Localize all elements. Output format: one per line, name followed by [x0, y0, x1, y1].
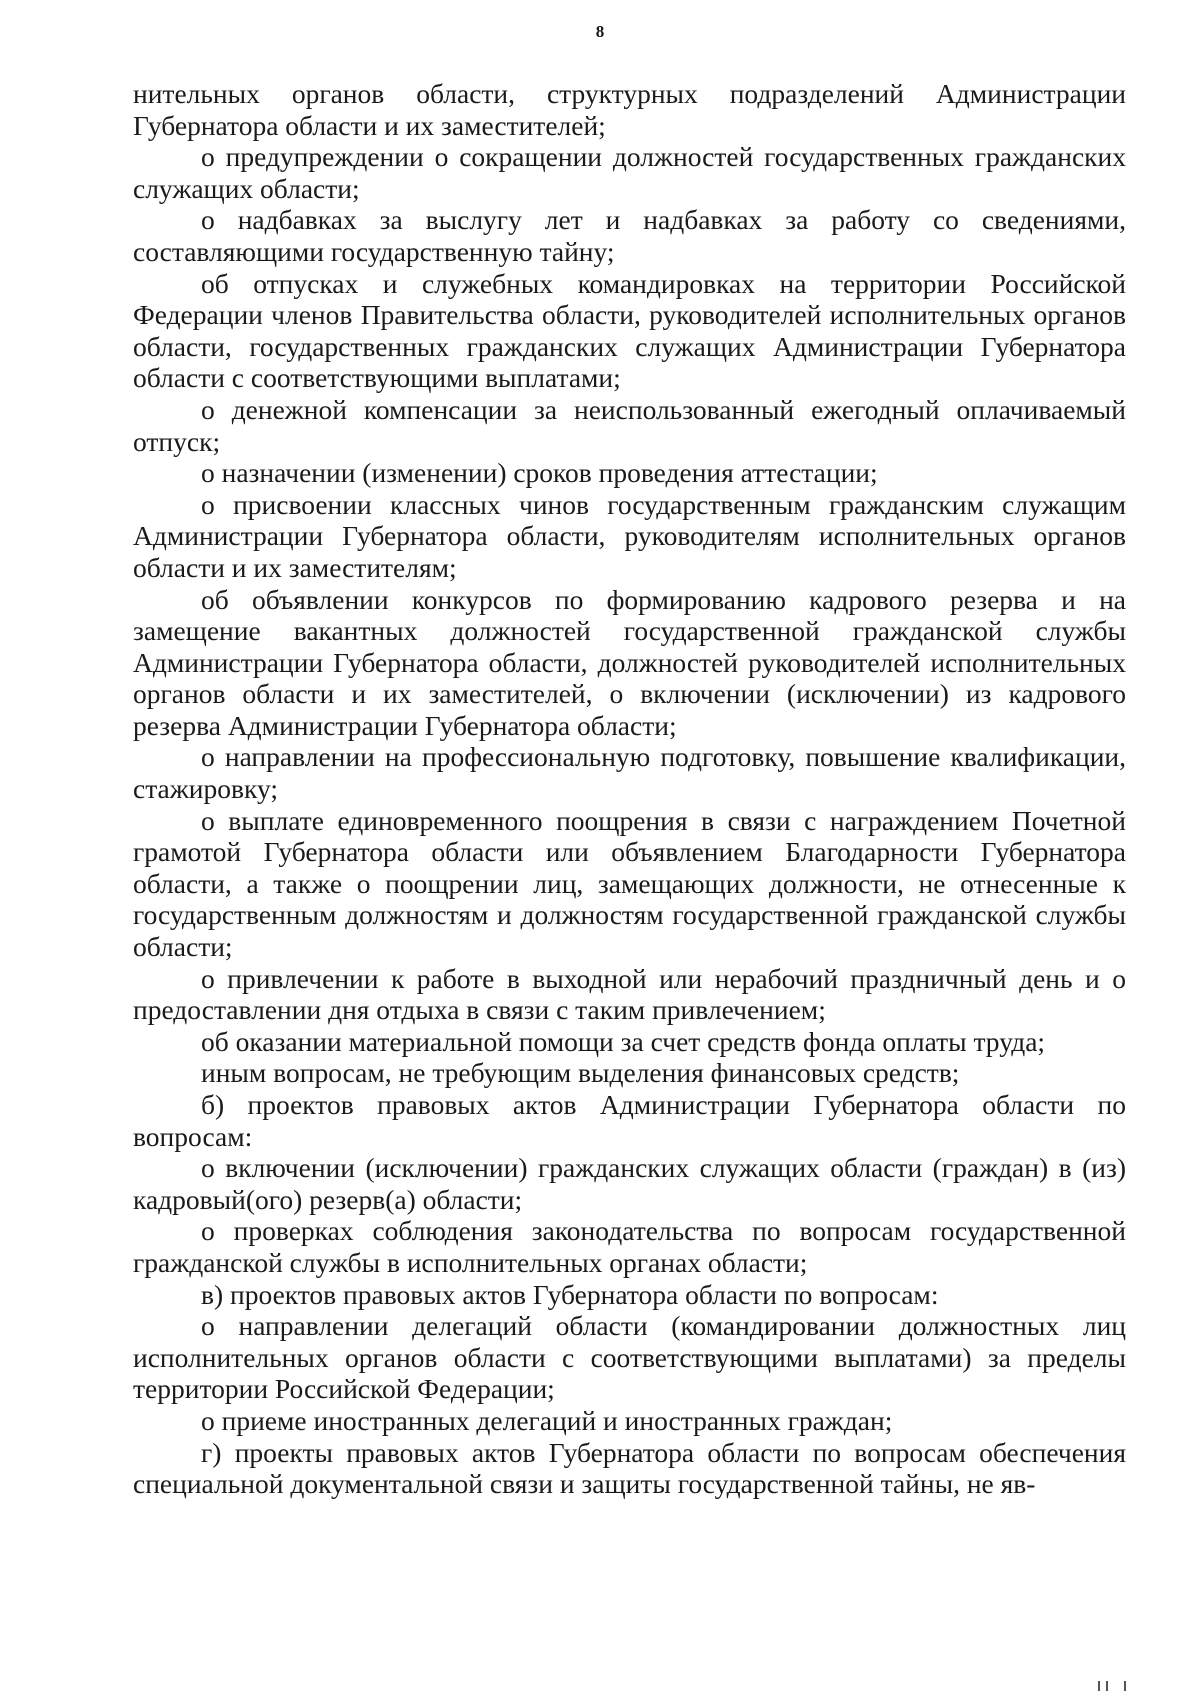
paragraph-20: г) проекты правовых актов Губернатора области по вопросам обеспечения специальной документальной связи и защиты государственной тайны, не яв- — [133, 1436, 1126, 1500]
paragraph-5: о денежной компенсации за неиспользованный ежегодный оплачиваемый отпуск; — [133, 393, 1126, 457]
paragraph-1: нительных органов области, структурных подразделений Администрации Губернатора области и их заместителей; — [133, 78, 1126, 141]
paragraph-14: б) проектов правовых актов Администрации Губернатора области по вопросам: — [133, 1089, 1126, 1152]
paragraph-17: в) проектов правовых актов Губернатора области по вопросам: — [201, 1278, 939, 1310]
paragraph-6: о назначении (изменении) сроков проведения аттестации; — [201, 457, 878, 489]
paragraph-19: о приеме иностранных делегаций и иностранных граждан; — [201, 1404, 893, 1436]
paragraph-15: о включении (исключении) гражданских служащих области (граждан) в (из) кадровый(ого) резерв(а) области; — [133, 1152, 1126, 1215]
paragraph-2: о предупреждении о сокращении должностей государственных гражданских служащих области; — [133, 141, 1126, 204]
paragraph-4: об отпусках и служебных командировках на территории Российской Федерации членов Правительства области, руководителей исполнительных органов области, государственных гражданских служащих Администрации Губернатора области с соответствующими выплатами; — [133, 267, 1126, 394]
paragraph-9: о направлении на профессиональную подготовку, повышение квалификации, стажировку; — [133, 741, 1126, 805]
document-body — [133, 78, 1126, 1500]
page-number: 8 — [595, 22, 605, 41]
paragraph-8: об объявлении конкурсов по формированию кадрового резерва и на замещение вакантных должностей государственной гражданской службы Администрации Губернатора области, должностей руководителей исполнительных органов области и их заместителей, о включении (исключении) из кадрового резерва Администрации Губернатора области; — [133, 583, 1126, 741]
scan-artifact — [1098, 1681, 1138, 1691]
paragraph-3: о надбавках за выслугу лет и надбавках за работу со сведениями, составляющими государственную тайну; — [133, 204, 1126, 267]
paragraph-12: об оказании материальной помощи за счет средств фонда оплаты труда; — [201, 1025, 1046, 1057]
paragraph-16: о проверках соблюдения законодательства по вопросам государственной гражданской службы в исполнительных органах области; — [133, 1215, 1126, 1278]
paragraph-10: о выплате единовременного поощрения в связи с награждением Почетной грамотой Губернатора области или объявлением Благодарности Губернатора области, а также о поощрении лиц, замещающих должности, не отнесенные к государственным должностям и должностям государственной гражданской службы области; — [133, 804, 1126, 963]
paragraph-7: о присвоении классных чинов государственным гражданским служащим Администрации Губернатора области, руководителям исполнительных органов области и их заместителям; — [133, 488, 1126, 583]
paragraph-13: иным вопросам, не требующим выделения финансовых средств; — [201, 1057, 960, 1089]
paragraph-11: о привлечении к работе в выходной или нерабочий праздничный день и о предоставлении дня отдыха в связи с таким привлечением; — [133, 962, 1126, 1026]
paragraph-18: о направлении делегаций области (командировании должностных лиц исполнительных органов области с соответствующими выплатами) за пределы территории Российской Федерации; — [133, 1310, 1126, 1405]
